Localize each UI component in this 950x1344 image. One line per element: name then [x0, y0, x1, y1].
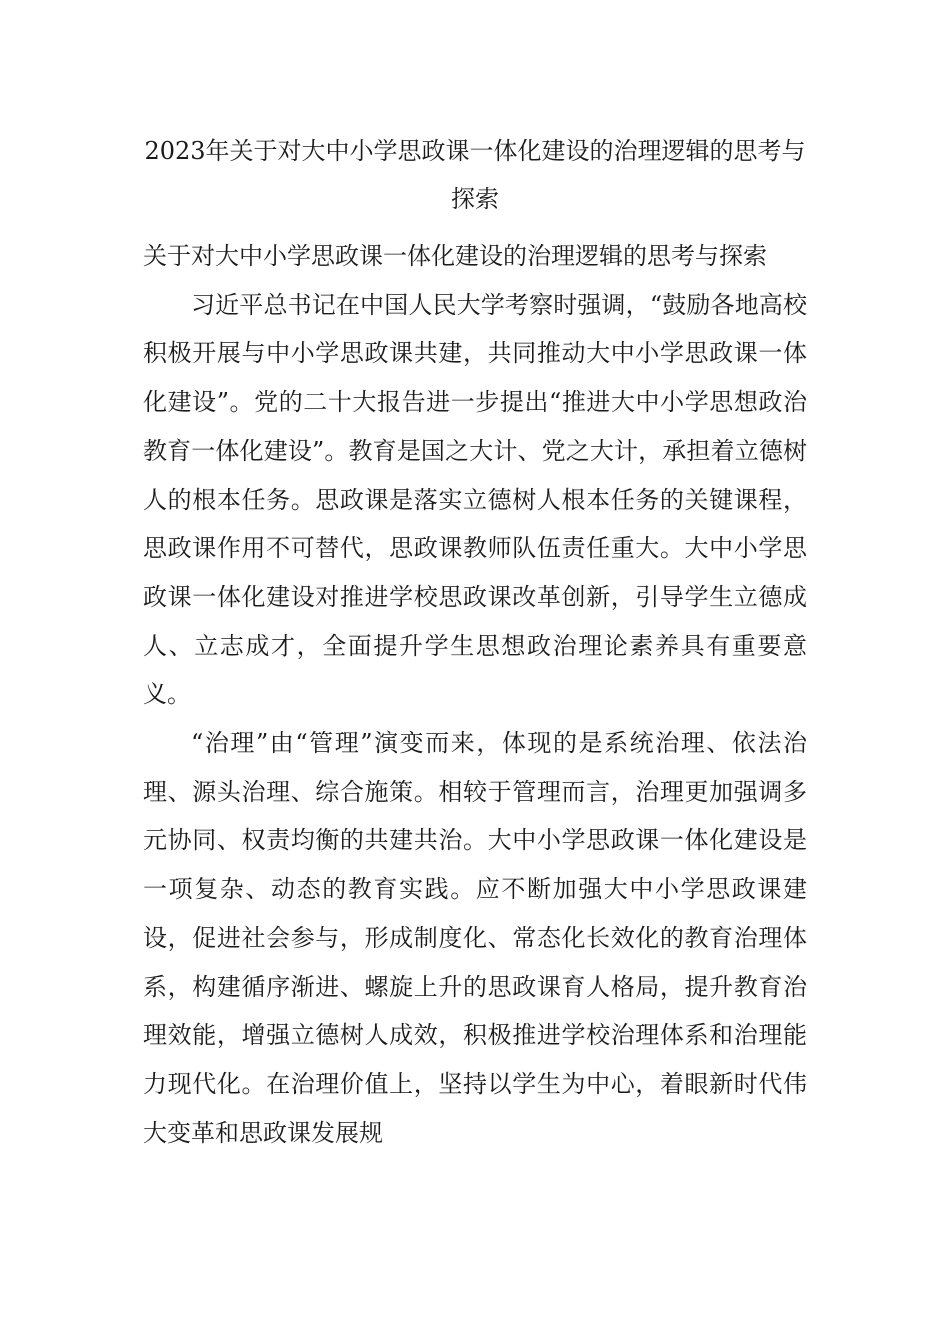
paragraph: 习近平总书记在中国人民大学考察时强调，“鼓励各地高校积极开展与中小学思政课共建，共同推动大中小学思政课一体化建设”。党的二十大报告进一步提出“推进大中小学思想政治教育一体化建设”。教育是国之大计、党之大计，承担着立德树人的根本任务。思政课是落实立德树人根本任务的关键课程，思政课作用不可替代，思政课教师队伍责任重大。大中小学思政课一体化建设对推进学校思政课改革创新，引导学生立德成人、立志成才，全面提升学生思想政治理论素养具有重要意义。	[143, 290, 807, 709]
paragraph: “治理”由“管理”演变而来，体现的是系统治理、依法治理、源头治理、综合施策。相较于管理而言，治理更加强调多元协同、权责均衡的共建共治。大中小学思政课一体化建设是一项复杂、动态的教育实践。应不断加强大中小学思政课建设，促进社会参与，形成制度化、常态化长效化的教育治理体系，构建循序渐进、螺旋上升的思政课育人格局，提升教育治理效能，增强立德树人成效，积极推进学校治理体系和治理能力现代化。在治理价值上，坚持以学生为中心，着眼新时代伟大变革和思政课发展规	[143, 729, 807, 1147]
document-body	[143, 232, 807, 1157]
document-title: 2023年关于对大中小学思政课一体化建设的治理逻辑的思考与探索	[144, 137, 806, 213]
document-subtitle: 关于对大中小学思政课一体化建设的治理逻辑的思考与探索	[143, 242, 767, 270]
